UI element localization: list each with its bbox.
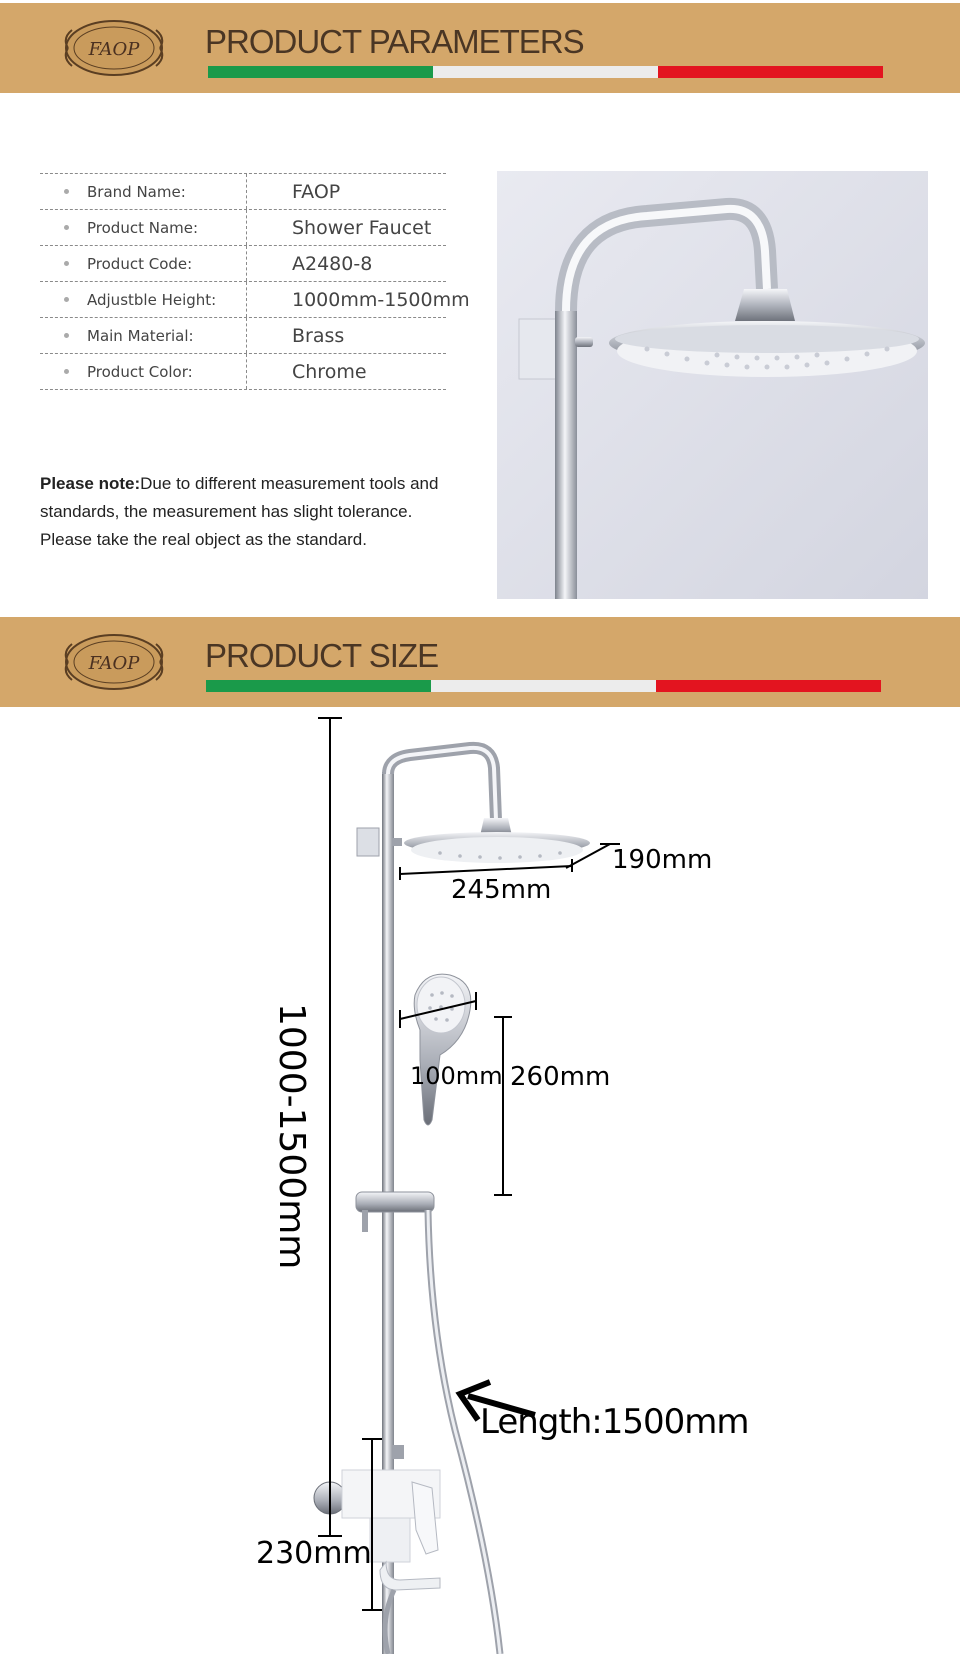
parameters-banner <box>0 3 960 93</box>
param-value: Chrome <box>292 361 367 383</box>
param-label: Main Material: <box>87 327 194 345</box>
param-value: A2480-8 <box>292 253 373 275</box>
shower-diagram-drawing <box>0 710 960 1654</box>
table-row <box>40 209 446 245</box>
table-row <box>40 173 446 209</box>
param-label: Product Color: <box>87 363 193 381</box>
table-row <box>40 281 470 317</box>
brand-logo-icon <box>62 17 166 79</box>
total-height-label: 1000-1500mm <box>271 1003 312 1270</box>
tricolor-stripe <box>208 66 883 78</box>
head-depth-label: 190mm <box>612 845 713 875</box>
bullet-icon <box>64 261 69 266</box>
param-value: Shower Faucet <box>292 217 432 239</box>
bullet-icon <box>64 369 69 374</box>
param-label: Product Code: <box>87 255 193 273</box>
table-row <box>40 317 446 353</box>
bullet-icon <box>64 189 69 194</box>
table-row <box>40 245 446 281</box>
head-width-label: 245mm <box>451 875 552 905</box>
size-diagram <box>0 710 960 1654</box>
svg-text:FAOP: FAOP <box>88 653 140 674</box>
param-value: 1000mm-1500mm <box>292 289 470 311</box>
hand-height-label: 260mm <box>510 1062 611 1092</box>
tolerance-note <box>40 470 470 554</box>
note-line-2: standards, the measurement has slight tolerance. <box>40 502 413 521</box>
param-label: Product Name: <box>87 219 199 237</box>
param-value: Brass <box>292 325 345 347</box>
note-line-3: Please take the real object as the standard. <box>40 530 367 549</box>
table-row <box>40 353 446 390</box>
section-title: PRODUCT SIZE <box>205 637 439 674</box>
brand-logo-icon <box>62 631 166 693</box>
shower-head-photo <box>497 171 928 599</box>
section-title: PRODUCT PARAMETERS <box>205 23 584 60</box>
param-value: FAOP <box>292 181 341 203</box>
hose-length-label: Length:1500mm <box>480 1402 749 1442</box>
note-lead: Please note: <box>40 474 141 493</box>
note-line-1: Due to different measurement tools and <box>140 474 439 493</box>
param-label: Adjustble Height: <box>87 291 217 309</box>
parameter-table <box>40 173 470 390</box>
param-label: Brand Name: <box>87 183 186 201</box>
bullet-icon <box>64 333 69 338</box>
mixer-height-label: 230mm <box>256 1536 372 1571</box>
size-banner <box>0 617 960 707</box>
bullet-icon <box>64 225 69 230</box>
bullet-icon <box>64 297 69 302</box>
svg-text:FAOP: FAOP <box>88 39 140 60</box>
hand-width-label: 100mm <box>410 1062 503 1090</box>
tricolor-stripe <box>206 680 881 692</box>
